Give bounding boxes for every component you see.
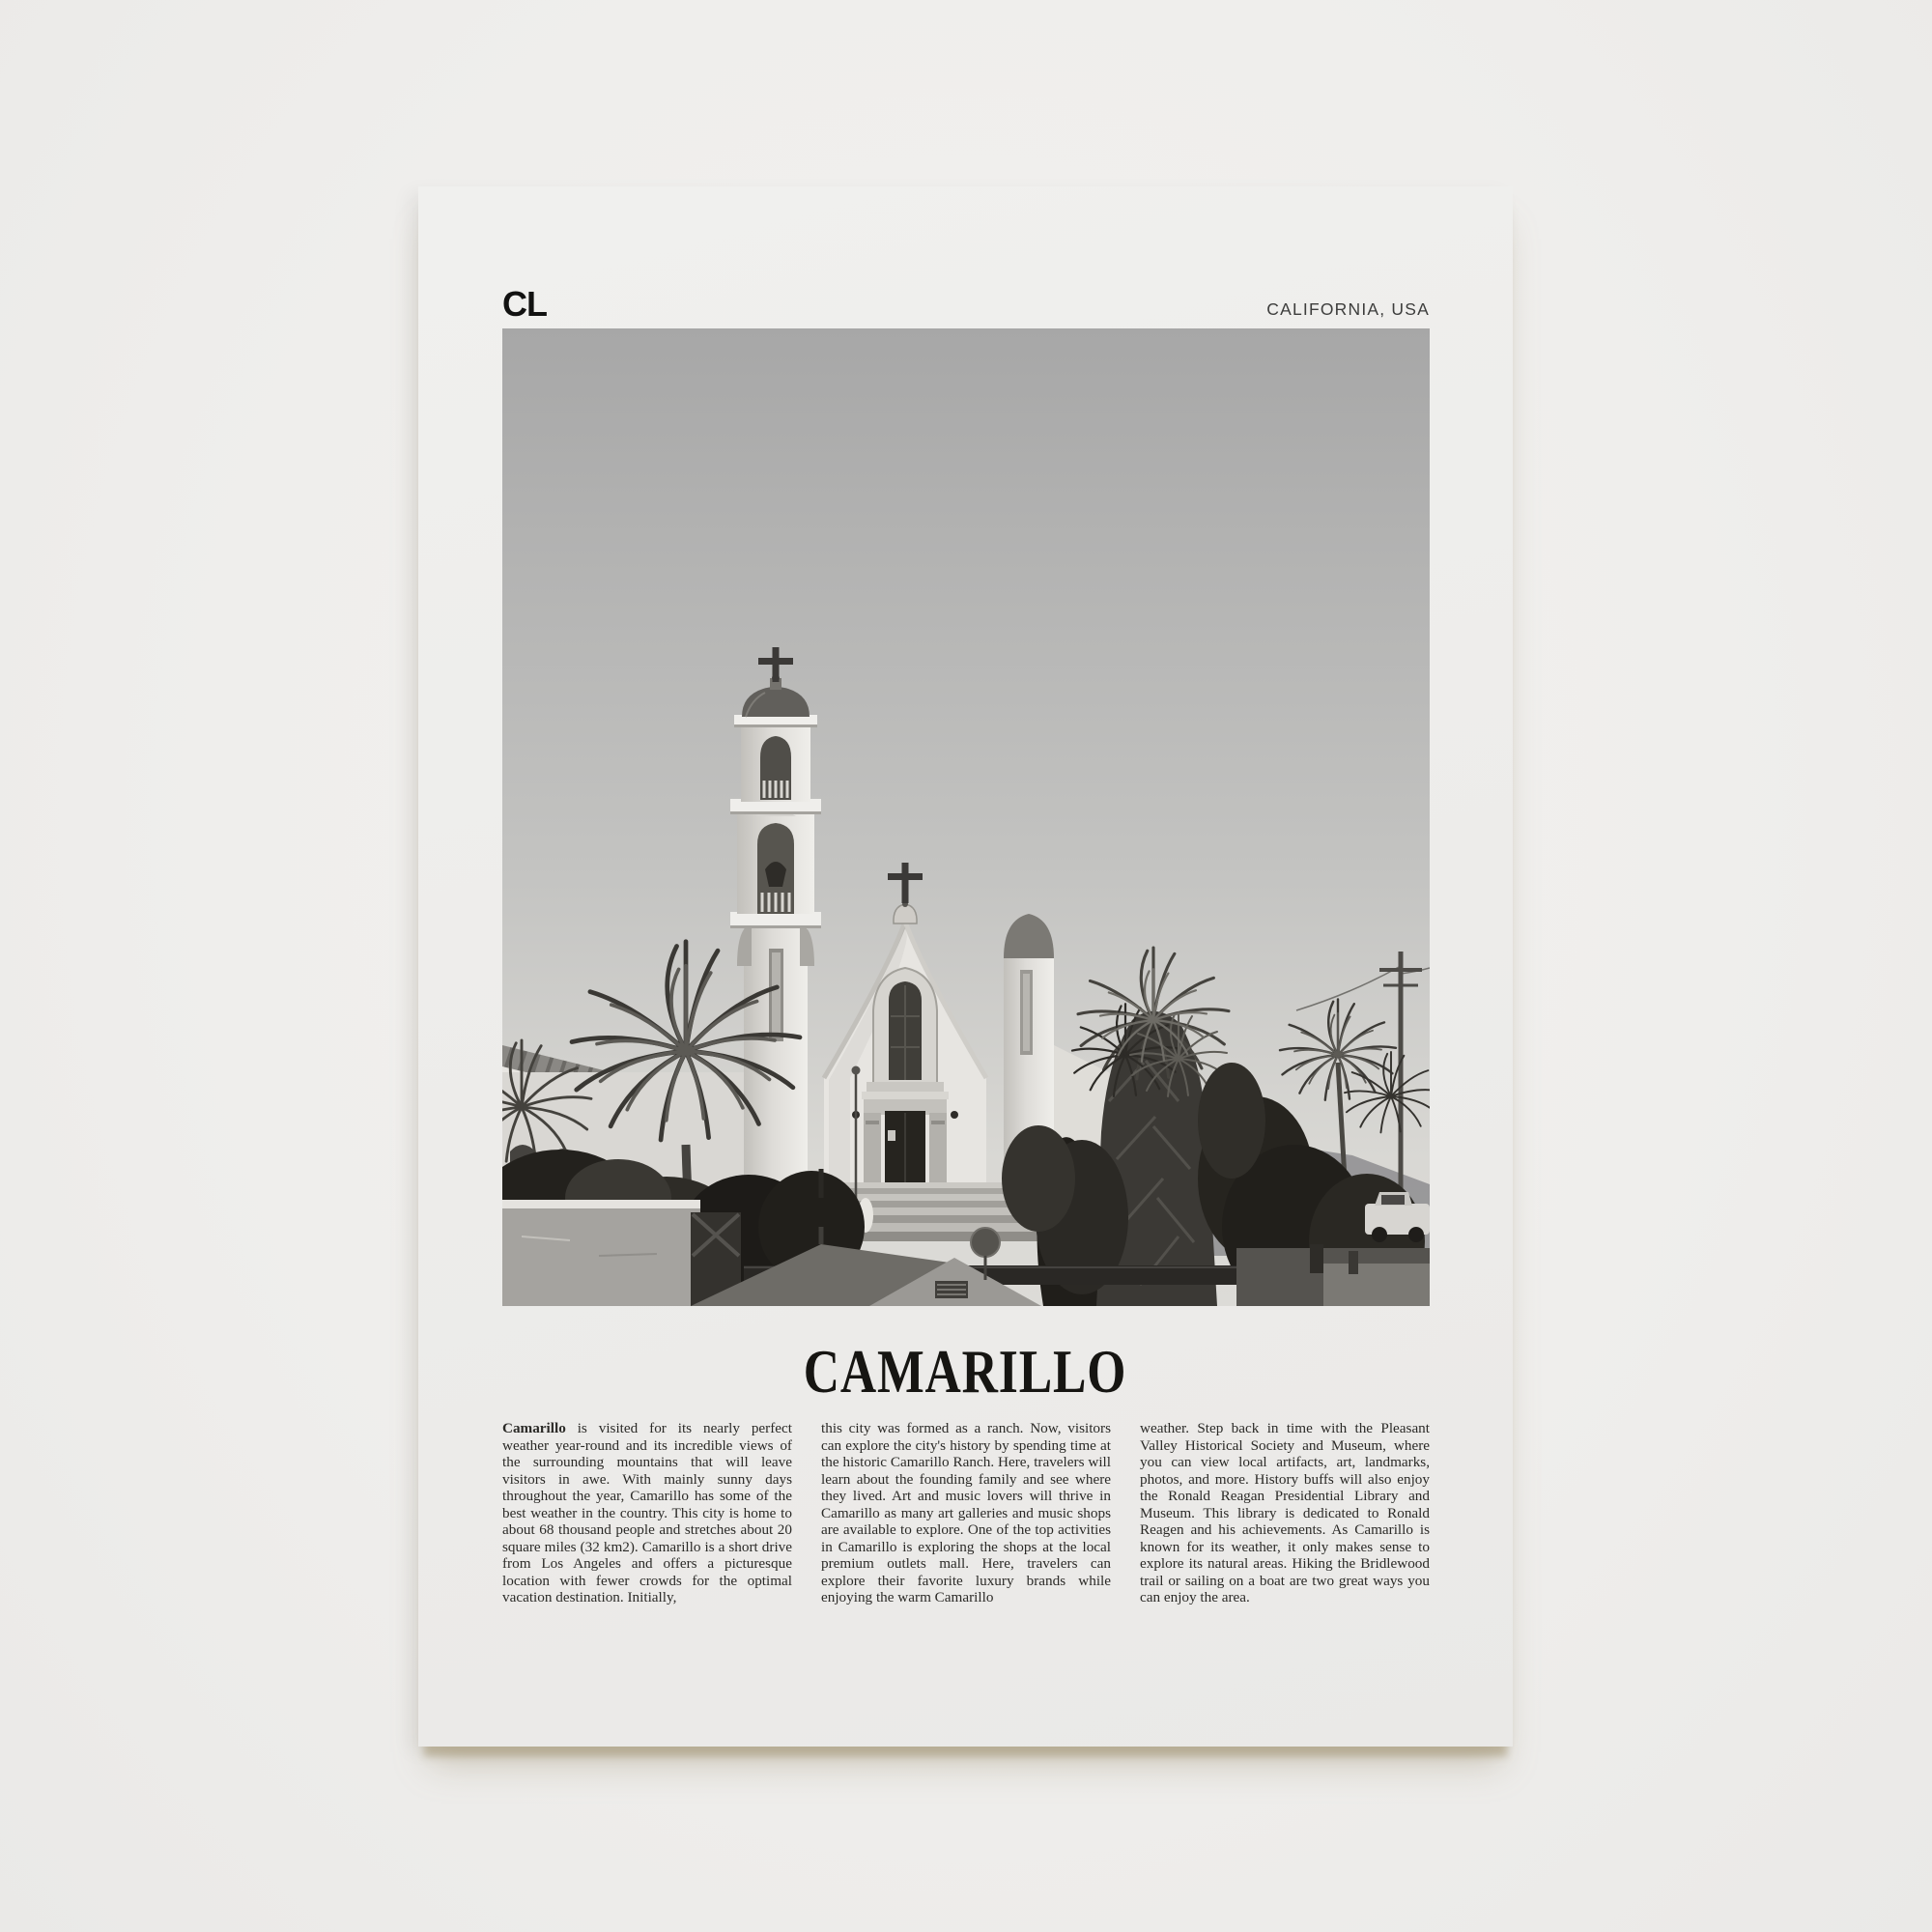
church-photo [502, 328, 1430, 1306]
article-columns [502, 1420, 1430, 1606]
entrance-portal [852, 1099, 958, 1192]
poster-title-wrap [418, 1338, 1513, 1406]
road [1236, 1244, 1430, 1306]
article-column-1 [502, 1420, 792, 1606]
location-label: CALIFORNIA, USA [1266, 299, 1430, 319]
poster-logo: CL [502, 284, 547, 324]
facade-niche-window [873, 968, 937, 1084]
article-column-2-text: this city was formed as a ranch. Now, visitors can explore the city's history by spending time at the historic Camarillo Ranch. Here, travelers will learn about the founding family and see where they lived. Art and music lovers will thrive in Camarillo as many art galleries and music shops are available to explore. One of the top activities in Camarillo is exploring the shops at the local premium outlets mall. Here, travelers can explore their favorite luxury brands while enjoying the warm Camarillo [821, 1420, 1111, 1605]
poster-title: CAMARILLO [804, 1338, 1127, 1406]
article-column-2 [821, 1420, 1111, 1606]
article-lead-word: Camarillo [502, 1420, 566, 1436]
foreground-wall [502, 1200, 741, 1306]
article-column-3-text: weather. Step back in time with the Pleasant Valley Historical Society and Museum, where you can view local artifacts, art, landmarks, photos, and more. History buffs will also enjoy the Ronald Reagan Presidential Library and Museum. This library is dedicated to Ronald Reagen and his achievements. As Camarillo is known for its weather, it only makes sense to explore its natural areas. Hiking the Bridlewood trail or sailing on a boat are two great ways you can enjoy the area. [1140, 1420, 1430, 1605]
portal-lamp-icon [951, 1111, 958, 1119]
bell-tower [730, 647, 821, 1196]
article-column-1-text: is visited for its nearly perfect weather year-round and its incredible views of the surrounding mountains that will leave visitors in awe. With mainly sunny days throughout the year, Camarillo has some of the best weather in the country. This city is home to about 68 thousand people and stretches about 20 square miles (32 km2). Camarillo is a short drive from Los Angeles and offers a picturesque location with fewer crowds for the optimal vacation destination. Initially, [502, 1420, 792, 1605]
article-column-3 [1140, 1420, 1430, 1606]
poster [418, 186, 1513, 1747]
